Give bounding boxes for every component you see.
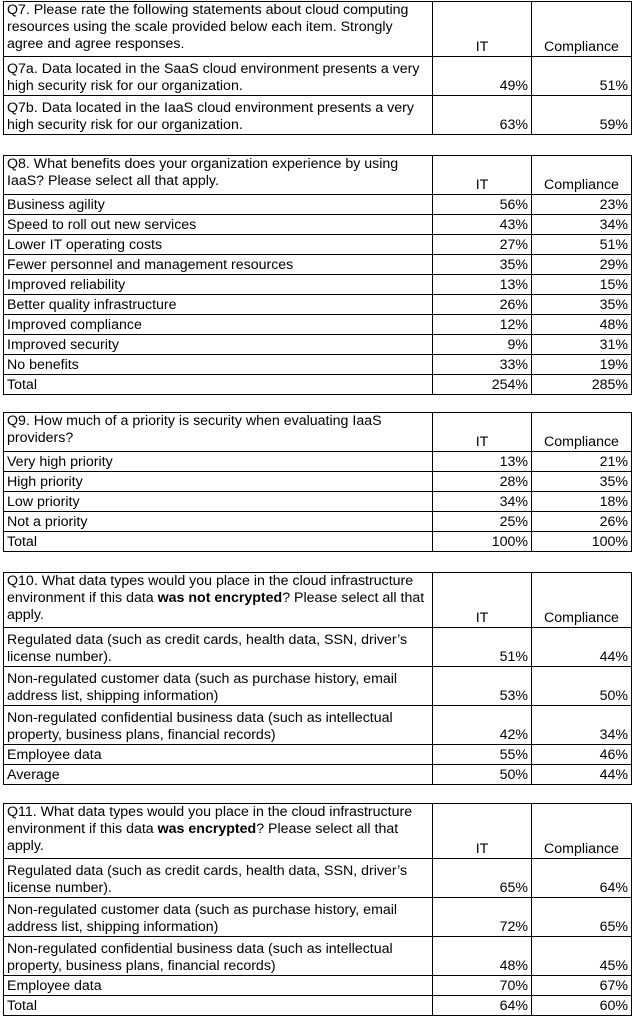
column-header-compliance: Compliance <box>532 2 632 57</box>
table-row <box>4 255 632 275</box>
it-value: 50% <box>433 765 532 785</box>
compliance-value: 46% <box>532 745 632 765</box>
q7-table <box>3 1 632 135</box>
compliance-value: 19% <box>532 355 632 375</box>
it-value: 43% <box>433 215 532 235</box>
compliance-value: 64% <box>532 859 632 898</box>
row-label: Average <box>4 765 433 785</box>
question-text: Q7. Please rate the following statements about cloud computing resources using the scale provided below each item. Strongly agree and agree responses. <box>4 2 433 57</box>
table-row <box>4 275 632 295</box>
it-value: 26% <box>433 295 532 315</box>
compliance-value: 44% <box>532 765 632 785</box>
table-row <box>4 315 632 335</box>
column-header-it: IT <box>433 413 532 452</box>
question-text <box>4 804 433 859</box>
it-value: 12% <box>433 315 532 335</box>
it-value: 27% <box>433 235 532 255</box>
it-value: 100% <box>433 532 532 552</box>
table-row <box>4 96 632 135</box>
question-emphasis: was encrypted <box>157 820 257 837</box>
compliance-value: 65% <box>532 898 632 937</box>
question-text <box>4 573 433 628</box>
row-label: Total <box>4 996 433 1016</box>
table-row <box>4 195 632 215</box>
it-value: 42% <box>433 706 532 745</box>
row-label: Employee data <box>4 976 433 996</box>
compliance-value: 51% <box>532 235 632 255</box>
q8-table <box>3 155 632 395</box>
table-row <box>4 976 632 996</box>
column-header-compliance: Compliance <box>532 804 632 859</box>
it-value: 13% <box>433 275 532 295</box>
table-row <box>4 452 632 472</box>
table-row <box>4 667 632 706</box>
question-text-part: Q11. What data types would you place in the cloud infrastructure environment if this data <box>7 804 413 837</box>
row-label: Not a priority <box>4 512 433 532</box>
compliance-value: 29% <box>532 255 632 275</box>
q11-table <box>3 803 632 1016</box>
compliance-value: 50% <box>532 667 632 706</box>
it-value: 48% <box>433 937 532 976</box>
column-header-it: IT <box>433 573 532 628</box>
table-row <box>4 898 632 937</box>
column-header-it: IT <box>433 156 532 195</box>
question-text: Q9. How much of a priority is security when evaluating IaaS providers? <box>4 413 433 452</box>
table-row <box>4 235 632 255</box>
row-label: Fewer personnel and management resources <box>4 255 433 275</box>
row-label: Very high priority <box>4 452 433 472</box>
it-value: 65% <box>433 859 532 898</box>
column-header-it: IT <box>433 804 532 859</box>
row-label: Total <box>4 375 433 395</box>
row-label: Non-regulated confidential business data (such as intellectual property, business plans, financial records) <box>4 706 433 745</box>
it-value: 33% <box>433 355 532 375</box>
table-row <box>4 295 632 315</box>
it-value: 13% <box>433 452 532 472</box>
it-value: 70% <box>433 976 532 996</box>
compliance-value: 45% <box>532 937 632 976</box>
question-text-part: ? Please select all that apply. <box>7 589 425 623</box>
total-row <box>4 996 632 1016</box>
compliance-value: 59% <box>532 96 632 135</box>
it-value: 55% <box>433 745 532 765</box>
row-label: Better quality infrastructure <box>4 295 433 315</box>
q10-table <box>3 572 632 785</box>
question-emphasis: was not encrypted <box>157 589 283 606</box>
total-row <box>4 532 632 552</box>
compliance-value: 18% <box>532 492 632 512</box>
compliance-value: 35% <box>532 472 632 492</box>
it-value: 53% <box>433 667 532 706</box>
row-label: No benefits <box>4 355 433 375</box>
table-row <box>4 512 632 532</box>
compliance-value: 48% <box>532 315 632 335</box>
row-label: Non-regulated customer data (such as purchase history, email address list, shipping information) <box>4 898 433 937</box>
row-label: Low priority <box>4 492 433 512</box>
row-label: Q7a. Data located in the SaaS cloud environment presents a very high security risk for our organization. <box>4 57 433 96</box>
table-row <box>4 859 632 898</box>
compliance-value: 51% <box>532 57 632 96</box>
total-row <box>4 375 632 395</box>
it-value: 49% <box>433 57 532 96</box>
table-row <box>4 472 632 492</box>
table-row <box>4 706 632 745</box>
table-row <box>4 628 632 667</box>
compliance-value: 34% <box>532 706 632 745</box>
total-row <box>4 765 632 785</box>
table-row <box>4 937 632 976</box>
question-text-part: ? Please select all that apply. <box>7 820 399 854</box>
it-value: 9% <box>433 335 532 355</box>
compliance-value: 21% <box>532 452 632 472</box>
column-header-compliance: Compliance <box>532 573 632 628</box>
table-row <box>4 745 632 765</box>
column-header-compliance: Compliance <box>532 156 632 195</box>
row-label: Speed to roll out new services <box>4 215 433 235</box>
row-label: Q7b. Data located in the IaaS cloud environment presents a very high security risk for our organization. <box>4 96 433 135</box>
it-value: 35% <box>433 255 532 275</box>
column-header-compliance: Compliance <box>532 413 632 452</box>
compliance-value: 31% <box>532 335 632 355</box>
it-value: 64% <box>433 996 532 1016</box>
row-label: Non-regulated confidential business data (such as intellectual property, business plans, financial records) <box>4 937 433 976</box>
compliance-value: 26% <box>532 512 632 532</box>
row-label: Regulated data (such as credit cards, health data, SSN, driver’s license number). <box>4 859 433 898</box>
row-label: High priority <box>4 472 433 492</box>
compliance-value: 34% <box>532 215 632 235</box>
table-row <box>4 215 632 235</box>
row-label: Improved reliability <box>4 275 433 295</box>
compliance-value: 15% <box>532 275 632 295</box>
compliance-value: 67% <box>532 976 632 996</box>
table-row <box>4 492 632 512</box>
row-label: Employee data <box>4 745 433 765</box>
row-label: Regulated data (such as credit cards, health data, SSN, driver’s license number). <box>4 628 433 667</box>
row-label: Non-regulated customer data (such as purchase history, email address list, shipping information) <box>4 667 433 706</box>
it-value: 56% <box>433 195 532 215</box>
compliance-value: 100% <box>532 532 632 552</box>
table-row <box>4 335 632 355</box>
table-row <box>4 355 632 375</box>
row-label: Total <box>4 532 433 552</box>
it-value: 254% <box>433 375 532 395</box>
q9-table <box>3 412 632 552</box>
it-value: 25% <box>433 512 532 532</box>
compliance-value: 285% <box>532 375 632 395</box>
compliance-value: 44% <box>532 628 632 667</box>
compliance-value: 23% <box>532 195 632 215</box>
compliance-value: 60% <box>532 996 632 1016</box>
compliance-value: 35% <box>532 295 632 315</box>
question-text: Q8. What benefits does your organization experience by using IaaS? Please select all that apply. <box>4 156 433 195</box>
it-value: 72% <box>433 898 532 937</box>
it-value: 63% <box>433 96 532 135</box>
row-label: Business agility <box>4 195 433 215</box>
column-header-it: IT <box>433 2 532 57</box>
row-label: Lower IT operating costs <box>4 235 433 255</box>
it-value: 28% <box>433 472 532 492</box>
table-row <box>4 57 632 96</box>
it-value: 34% <box>433 492 532 512</box>
question-text-part: Q10. What data types would you place in the cloud infrastructure environment if this data <box>7 573 414 606</box>
row-label: Improved compliance <box>4 315 433 335</box>
row-label: Improved security <box>4 335 433 355</box>
it-value: 51% <box>433 628 532 667</box>
